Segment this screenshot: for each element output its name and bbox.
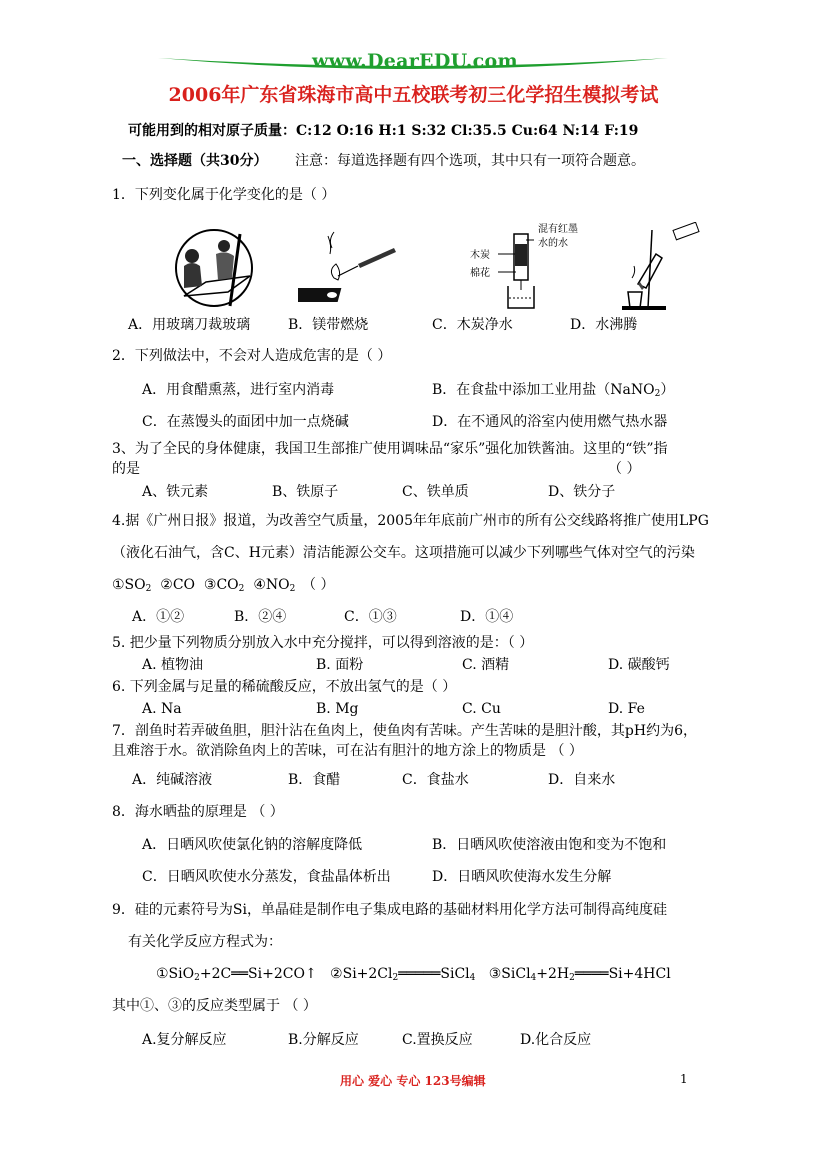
question-7-line2: 且难溶于水。欲消除鱼肉上的苦味，可在沾有胆汁的地方涂上的物质是 （ ） — [112, 743, 583, 759]
q2-option-c: C．在蒸馒头的面团中加一点烧碱 — [142, 414, 349, 430]
section-note: 注意：每道选择题有四个选项，其中只有一项符合题意。 — [295, 153, 645, 169]
page-title: 2006年广东省珠海市高中五校联考初三化学招生模拟考试 — [168, 84, 659, 106]
q2-option-a: A．用食醋熏蒸，进行室内消毒 — [142, 382, 335, 398]
equation-1: ①SiO$_2$+2C══Si+2CO↑ — [156, 966, 317, 983]
q5-option-b: B. 面粉 — [316, 657, 364, 673]
q1-option-c: C．木炭净水 — [432, 317, 513, 333]
q3-option-b: B、铁原子 — [272, 484, 339, 500]
gas-1: $①SO_2$ — [112, 577, 152, 594]
q5-option-a: A. 植物油 — [142, 657, 204, 673]
q8-option-b: B．日晒风吹使溶液由饱和变为不饱和 — [432, 837, 667, 853]
q8-option-d: D．日晒风吹使海水发生分解 — [432, 869, 612, 885]
q8-option-c: C．日晒风吹使水分蒸发，食盐晶体析出 — [142, 869, 391, 885]
q9-option-b: B.分解反应 — [288, 1032, 359, 1048]
q4-option-b: B．②④ — [234, 609, 287, 625]
gas-4: $④NO_2$ — [253, 577, 296, 594]
q7-option-c: C．食盐水 — [402, 772, 469, 788]
question-4-line1: 4.据《广州日报》报道，为改善空气质量，2005年年底前广州市的所有公交线路将推广使用LPG — [112, 513, 709, 529]
question-7-line1: 7．剖鱼时若弄破鱼胆，胆汁沾在鱼肉上，使鱼肉有苦味。产生苦味的是胆汁酸，其pH约为6， — [112, 723, 697, 739]
q2-option-d: D．在不通风的浴室内使用燃气热水器 — [432, 414, 668, 430]
page-number: 1 — [680, 1072, 688, 1086]
q5-option-d: D. 碳酸钙 — [608, 657, 670, 673]
q7-option-d: D．自来水 — [548, 772, 616, 788]
glass-cutting-figure — [170, 226, 265, 310]
q5-option-c: C. 酒精 — [462, 657, 510, 673]
q9-option-d: D.化合反应 — [520, 1032, 592, 1048]
q4-option-d: D．①④ — [460, 609, 514, 625]
q3-option-c: C、铁单质 — [402, 484, 469, 500]
q2-option-b: B．在食盐中添加工业用盐（NaNO$_2$） — [432, 382, 675, 399]
q1-option-a: A．用玻璃刀裁玻璃 — [128, 317, 251, 333]
magnesium-burning-figure — [298, 226, 398, 310]
boiling-water-figure — [612, 222, 704, 312]
site-logo: www.DearEDU.com — [312, 50, 518, 72]
q1-option-b: B．镁带燃烧 — [288, 317, 369, 333]
question-3-line1: 3、为了全民的身体健康，我国卫生部推广使用调味品“家乐”强化加铁酱油。这里的“铁”指 — [112, 441, 668, 457]
q9-option-a: A.复分解反应 — [142, 1032, 227, 1048]
figure-label-charcoal: 木炭 — [470, 250, 490, 261]
question-4-gases — [112, 576, 295, 594]
question-1-stem: 1．下列变化属于化学变化的是（ ） — [112, 187, 336, 203]
gas-2: ②CO — [160, 577, 196, 593]
question-8-stem: 8．海水晒盐的原理是 （ ） — [112, 804, 284, 820]
question-4-bracket: （ ） — [302, 577, 335, 593]
figure-label-ink-1: 混有红墨 — [538, 224, 578, 235]
question-9-line2: 有关化学反应方程式为： — [128, 934, 282, 950]
question-9-equations — [156, 965, 671, 983]
q6-option-a: A. Na — [142, 701, 182, 717]
question-4-line2: （液化石油气，含C、H元素）清洁能源公交车。这项措施可以减少下列哪些气体对空气的污染 — [112, 545, 695, 561]
question-6-stem: 6. 下列金属与足量的稀硫酸反应，不放出氢气的是（ ） — [112, 679, 457, 695]
q3-option-d: D、铁分子 — [548, 484, 616, 500]
charcoal-filter-figure — [468, 220, 593, 312]
footer-text: 用心 爱心 专心 123号编辑 — [340, 1074, 486, 1088]
atomic-masses: 可能用到的相对原子质量：C:12 O:16 H:1 S:32 Cl:35.5 Cu:64 N:14 F:19 — [128, 123, 639, 139]
figure-label-ink-2: 水的水 — [538, 238, 568, 249]
question-5-stem: 5. 把少量下列物质分别放入水中充分搅拌，可以得到溶液的是：（ ） — [112, 635, 534, 651]
equation-2: $②Si+2Cl_2═════SiCl_4$ — [330, 966, 476, 983]
question-2-stem: 2．下列做法中，不会对人造成危害的是（ ） — [112, 348, 392, 364]
question-3-line2: 的是 — [112, 461, 140, 477]
q6-option-b: B. Mg — [316, 701, 359, 717]
question-9-line1: 9．硅的元素符号为Si，单晶硅是制作电子集成电路的基础材料用化学方法可制得高纯度硅 — [112, 902, 667, 918]
q9-option-c: C.置换反应 — [402, 1032, 473, 1048]
question-3-bracket: （ ） — [608, 461, 641, 477]
q1-option-d: D．水沸腾 — [570, 317, 638, 333]
q7-option-b: B．食醋 — [288, 772, 341, 788]
q6-option-c: C. Cu — [462, 701, 501, 717]
q4-option-a: A．①② — [132, 609, 185, 625]
q8-option-a: A．日晒风吹使氯化钠的溶解度降低 — [142, 837, 363, 853]
q7-option-a: A．纯碱溶液 — [132, 772, 213, 788]
q3-option-a: A、铁元素 — [142, 484, 209, 500]
equation-3: $③SiCl_4+2H_2════Si+4HCl$ — [488, 966, 671, 983]
question-9-line3: 其中①、③的反应类型属于 （ ） — [112, 998, 317, 1014]
figure-label-cotton: 棉花 — [470, 268, 490, 279]
gas-3: $③CO_2$ — [203, 577, 245, 594]
q4-option-c: C．①③ — [344, 609, 397, 625]
q6-option-d: D. Fe — [608, 701, 645, 717]
section-heading: 一、选择题（共30分） — [122, 153, 268, 169]
